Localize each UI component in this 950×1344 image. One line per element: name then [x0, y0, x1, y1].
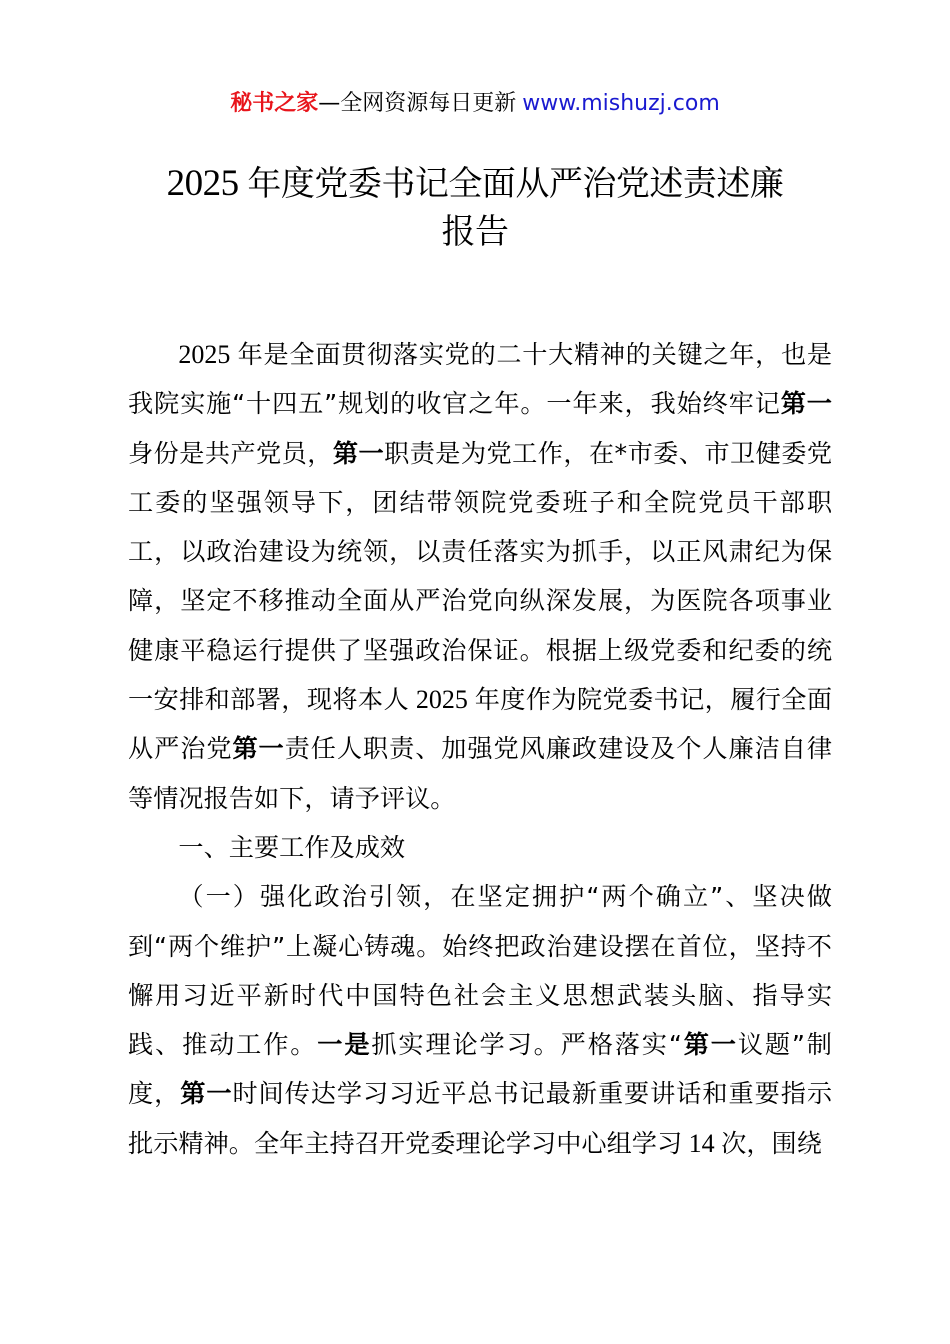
- section-heading: 一、主要工作及成效: [178, 832, 406, 862]
- count-number: 14: [682, 1128, 722, 1158]
- text-run: 年度作为院党委书记，履行全面从严治党: [128, 685, 833, 764]
- bold-run: 第一: [780, 389, 832, 419]
- bold-run: 一是: [317, 1030, 372, 1060]
- site-url-link[interactable]: www.mishuzj.com: [522, 91, 720, 116]
- text-run: 抓实理论学习。严格落实“: [371, 1030, 682, 1060]
- title-text: 年度党委书记全面从严治党述责述廉报告: [247, 164, 784, 252]
- site-brand: 秘书之家: [230, 91, 319, 116]
- subsection-paragraph: [128, 872, 832, 1168]
- bold-run: 第一: [180, 1079, 233, 1109]
- bold-run: 第一: [332, 438, 385, 468]
- bold-run: 第一: [681, 1030, 738, 1060]
- intro-paragraph: [128, 330, 832, 823]
- text-run: 时间传达学习习近平总书记最新重要讲话和重要指示批示精神。全年主持召开党委理论学习中心组学习: [128, 1079, 833, 1158]
- text-run: 责任人职责、加强党风廉政建设及个人廉洁自律等情况报告如下，请予评议。: [128, 734, 833, 813]
- text-run: 次，围绕: [721, 1128, 822, 1158]
- site-tagline: —全网资源每日更新: [318, 91, 517, 116]
- text-run: 年是全面贯彻落实党的二十大精神的关键之年，也是我院实施“十四五”规划的收官之年。一年来，我始终牢记: [128, 340, 833, 419]
- title-year: 2025: [166, 163, 248, 204]
- text-run: 身份是共产党员，: [128, 438, 333, 468]
- text-run: 职责是为党工作，在*市委、市卫健委党工委的坚强领导下，团结带领院党委班子和全院党员干部职工，以政治建设为统领，以责任落实为抓手，以正风肃纪为保障，坚定不移推动全面从严治党向纵深发展，为医院各项事业健康平稳运行提供了坚强政治保证。根据上级党委和纪委的统一安排和部署，现将本人: [128, 438, 833, 715]
- document-title: [150, 160, 800, 256]
- site-header: [0, 86, 950, 122]
- bold-run: 第一: [232, 734, 285, 764]
- year-number: 2025: [409, 685, 475, 715]
- document-body: [128, 330, 832, 1168]
- year-number: 2025: [178, 340, 238, 369]
- text-run: 议题”制度，: [128, 1030, 832, 1109]
- text-run: （一）强化政治引领，在坚定拥护“两个确立”、坚决做到“两个维护”上凝心铸魂。始终把政治建设摆在首位，坚持不懈用习近平新时代中国特色社会主义思想武装头脑、指导实践、推动工作。: [128, 882, 832, 1060]
